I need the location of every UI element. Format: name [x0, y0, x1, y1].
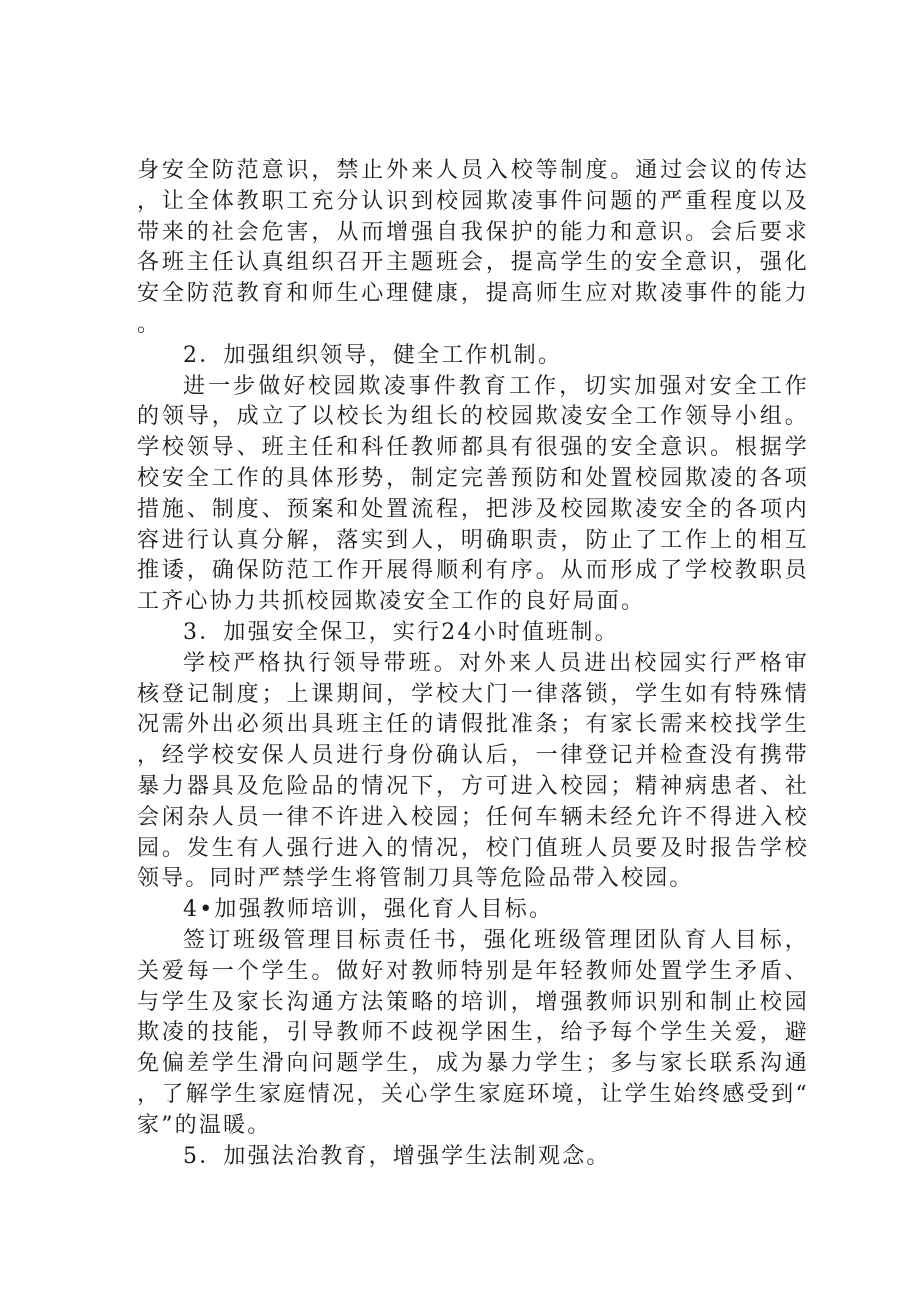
document-page	[137, 156, 809, 1172]
paragraph-3: 学校严格执行领导带班。对外来人员进出校园实行严格审核登记制度；上课期间，学校大门一律落锁，学生如有特殊情况需外出必须出具班主任的请假批准条；有家长需来校找学生，经学校安保人员进行身份确认后，一律登记并检查没有携带暴力器具及危险品的情况下，方可进入校园；精神病患者、社会闲杂人员一律不许进入校园；任何车辆未经允许不得进入校园。发生有人强行进入的情况，校门值班人员要及时报告学校领导。同时严禁学生将管制刀具等危险品带入校园。	[137, 650, 809, 892]
section-heading-2: 2．加强组织领导，健全工作机制。	[183, 342, 563, 368]
section-heading-4: 4•加强教师培训，强化育人目标。	[183, 897, 554, 923]
paragraph-2: 进一步做好校园欺凌事件教育工作，切实加强对安全工作的领导，成立了以校长为组长的校园欺凌安全工作领导小组。学校领导、班主任和科任教师都具有很强的安全意识。根据学校安全工作的具体形势，制定完善预防和处置校园欺凌的各项措施、制度、预案和处置流程，把涉及校园欺凌安全的各项内容进行认真分解，落实到人，明确职责，防止了工作上的相互推诿，确保防范工作开展得顺利有序。从而形成了学校教职员工齐心协力共抓校园欺凌安全工作的良好局面。	[137, 373, 809, 615]
section-heading-3: 3．加强安全保卫，实行24小时值班制。	[183, 619, 619, 645]
paragraph-1: 身安全防范意识，禁止外来人员入校等制度。通过会议的传达，让全体教职工充分认识到校园欺凌事件问题的严重程度以及带来的社会危害，从而增强自我保护的能力和意识。会后要求各班主任认真组织召开主题班会，提高学生的安全意识，强化安全防范教育和师生心理健康，提高师生应对欺凌事件的能力。	[137, 158, 809, 337]
section-heading-5: 5．加强法治教育，增强学生法制观念。	[183, 1143, 611, 1169]
paragraph-4: 签订班级管理目标责任书，强化班级管理团队育人目标，关爱每一个学生。做好对教师特别是年轻教师处置学生矛盾、与学生及家长沟通方法策略的培训，增强教师识别和制止校园欺凌的技能，引导教师不歧视学困生，给予每个学生关爱，避免偏差学生滑向问题学生，成为暴力学生；多与家长联系沟通，了解学生家庭情况，关心学生家庭环境，让学生始终感受到“家”的温暖。	[137, 927, 809, 1138]
